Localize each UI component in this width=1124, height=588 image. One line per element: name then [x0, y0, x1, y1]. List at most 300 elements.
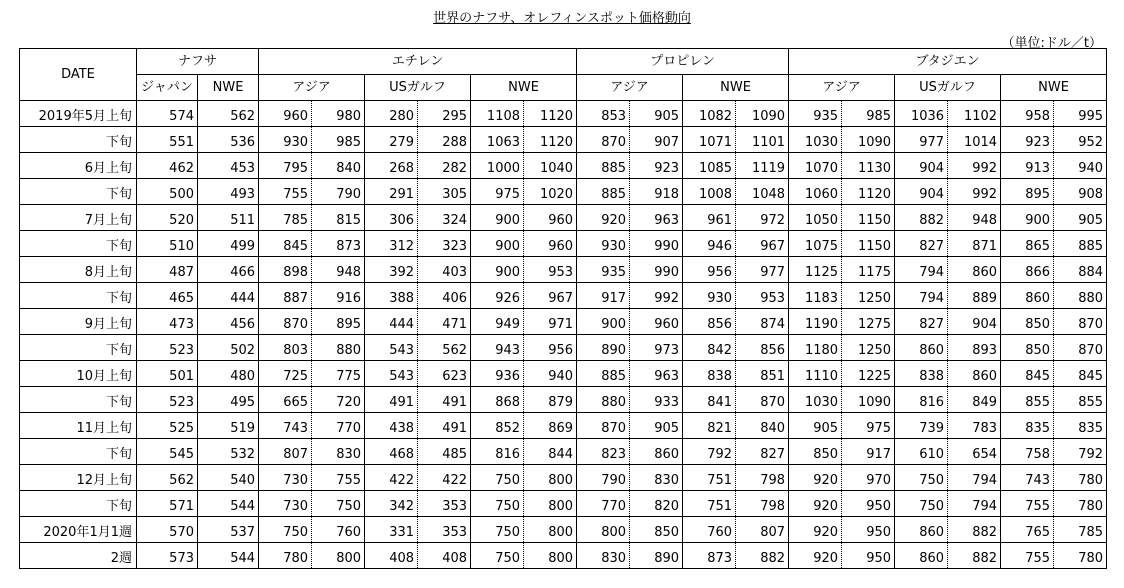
price-cell: 856: [683, 309, 736, 335]
price-cell: 920: [577, 205, 630, 231]
price-cell: 807: [259, 439, 312, 465]
price-cell: 1120: [524, 101, 577, 127]
price-cell: 1085: [683, 153, 736, 179]
price-cell: 816: [895, 387, 948, 413]
price-cell: 841: [683, 387, 736, 413]
price-cell: 844: [524, 439, 577, 465]
price-cell: 850: [1001, 309, 1054, 335]
price-cell: 885: [1054, 231, 1107, 257]
price-cell: 468: [365, 439, 418, 465]
price-cell: 785: [259, 205, 312, 231]
price-cell: 1090: [842, 387, 895, 413]
price-cell: 780: [1054, 465, 1107, 491]
sub-header-us-gulf: USガルフ: [895, 75, 1001, 101]
price-cell: 573: [137, 543, 198, 569]
price-cell: 288: [418, 127, 471, 153]
price-cell: 850: [789, 439, 842, 465]
price-cell: 820: [630, 491, 683, 517]
price-cell: 758: [1001, 439, 1054, 465]
price-cell: 840: [736, 413, 789, 439]
price-cell: 282: [418, 153, 471, 179]
price-cell: 1150: [842, 231, 895, 257]
price-cell: 870: [1054, 309, 1107, 335]
price-cell: 392: [365, 257, 418, 283]
table-row: [20, 413, 1107, 439]
price-cell: 473: [137, 309, 198, 335]
price-cell: 570: [137, 517, 198, 543]
row-date: 9月上旬: [20, 309, 137, 335]
price-cell: 1040: [524, 153, 577, 179]
price-cell: 480: [198, 361, 259, 387]
row-date: 11月上旬: [20, 413, 137, 439]
price-cell: 923: [630, 153, 683, 179]
price-cell: 422: [418, 465, 471, 491]
price-cell: 860: [948, 361, 1001, 387]
price-cell: 750: [895, 491, 948, 517]
price-cell: 963: [630, 361, 683, 387]
price-cell: 491: [418, 413, 471, 439]
price-cell: 923: [1001, 127, 1054, 153]
price-cell: 852: [471, 413, 524, 439]
table-row: [20, 257, 1107, 283]
price-table: [19, 48, 1107, 569]
price-cell: 1060: [789, 179, 842, 205]
price-cell: 750: [312, 491, 365, 517]
price-cell: 1250: [842, 335, 895, 361]
price-cell: 895: [1001, 179, 1054, 205]
price-cell: 544: [198, 543, 259, 569]
price-cell: 291: [365, 179, 418, 205]
price-cell: 869: [524, 413, 577, 439]
price-cell: 453: [198, 153, 259, 179]
price-cell: 935: [577, 257, 630, 283]
price-cell: 353: [418, 517, 471, 543]
price-cell: 540: [198, 465, 259, 491]
price-cell: 532: [198, 439, 259, 465]
price-cell: 985: [842, 101, 895, 127]
price-cell: 860: [895, 517, 948, 543]
price-cell: 755: [259, 179, 312, 205]
table-row: [20, 231, 1107, 257]
price-cell: 967: [524, 283, 577, 309]
price-cell: 750: [895, 465, 948, 491]
price-cell: 1036: [895, 101, 948, 127]
price-cell: 946: [683, 231, 736, 257]
price-cell: 905: [789, 413, 842, 439]
sub-header-asia: アジア: [259, 75, 365, 101]
price-cell: 973: [630, 335, 683, 361]
price-cell: 840: [312, 153, 365, 179]
price-cell: 279: [365, 127, 418, 153]
price-cell: 794: [948, 491, 1001, 517]
price-cell: 1102: [948, 101, 1001, 127]
price-cell: 953: [736, 283, 789, 309]
price-cell: 312: [365, 231, 418, 257]
price-cell: 940: [1054, 153, 1107, 179]
price-cell: 967: [736, 231, 789, 257]
price-cell: 853: [577, 101, 630, 127]
price-cell: 1090: [842, 127, 895, 153]
price-cell: 904: [895, 153, 948, 179]
price-cell: 930: [683, 283, 736, 309]
price-cell: 845: [259, 231, 312, 257]
group-header-naphtha: ナフサ: [137, 49, 259, 75]
price-cell: 933: [630, 387, 683, 413]
price-cell: 543: [365, 361, 418, 387]
price-cell: 750: [259, 517, 312, 543]
price-cell: 770: [577, 491, 630, 517]
row-date: 下旬: [20, 179, 137, 205]
price-cell: 887: [259, 283, 312, 309]
price-cell: 511: [198, 205, 259, 231]
price-cell: 562: [418, 335, 471, 361]
price-cell: 977: [895, 127, 948, 153]
price-cell: 487: [137, 257, 198, 283]
price-cell: 1071: [683, 127, 736, 153]
header-row-regions: [20, 75, 1107, 101]
price-cell: 868: [471, 387, 524, 413]
price-cell: 491: [365, 387, 418, 413]
price-cell: 882: [948, 543, 1001, 569]
price-cell: 900: [577, 309, 630, 335]
price-cell: 800: [524, 465, 577, 491]
price-cell: 963: [630, 205, 683, 231]
price-cell: 879: [524, 387, 577, 413]
price-cell: 845: [1054, 361, 1107, 387]
price-cell: 907: [630, 127, 683, 153]
sub-header-us-gulf: USガルフ: [365, 75, 471, 101]
price-cell: 1119: [736, 153, 789, 179]
price-cell: 889: [948, 283, 1001, 309]
row-date: 12月上旬: [20, 465, 137, 491]
price-cell: 493: [198, 179, 259, 205]
price-cell: 1250: [842, 283, 895, 309]
price-cell: 466: [198, 257, 259, 283]
price-cell: 838: [895, 361, 948, 387]
price-cell: 725: [259, 361, 312, 387]
price-cell: 1008: [683, 179, 736, 205]
price-cell: 890: [630, 543, 683, 569]
price-cell: 827: [895, 309, 948, 335]
table-row: [20, 387, 1107, 413]
row-date: 8月上旬: [20, 257, 137, 283]
price-cell: 860: [630, 439, 683, 465]
price-cell: 780: [1054, 543, 1107, 569]
table-row: [20, 283, 1107, 309]
row-date: 下旬: [20, 283, 137, 309]
price-cell: 838: [683, 361, 736, 387]
price-cell: 523: [137, 387, 198, 413]
table-row: [20, 491, 1107, 517]
price-cell: 1075: [789, 231, 842, 257]
price-cell: 860: [895, 335, 948, 361]
price-cell: 977: [736, 257, 789, 283]
price-cell: 491: [418, 387, 471, 413]
price-cell: 798: [736, 491, 789, 517]
price-cell: 353: [418, 491, 471, 517]
sub-header-nwe: NWE: [471, 75, 577, 101]
price-cell: 930: [259, 127, 312, 153]
price-cell: 885: [577, 179, 630, 205]
price-cell: 654: [948, 439, 1001, 465]
price-cell: 880: [1054, 283, 1107, 309]
price-cell: 525: [137, 413, 198, 439]
price-cell: 873: [312, 231, 365, 257]
price-cell: 408: [418, 543, 471, 569]
price-cell: 1150: [842, 205, 895, 231]
price-cell: 785: [1054, 517, 1107, 543]
price-cell: 953: [524, 257, 577, 283]
group-header-butadiene: ブタジエン: [789, 49, 1107, 75]
table-row: [20, 335, 1107, 361]
price-cell: 755: [1001, 543, 1054, 569]
price-cell: 1120: [842, 179, 895, 205]
price-cell: 1070: [789, 153, 842, 179]
price-cell: 961: [683, 205, 736, 231]
price-cell: 800: [524, 543, 577, 569]
price-cell: 295: [418, 101, 471, 127]
table-row: [20, 517, 1107, 543]
price-cell: 827: [895, 231, 948, 257]
price-cell: 574: [137, 101, 198, 127]
price-cell: 851: [736, 361, 789, 387]
price-cell: 1014: [948, 127, 1001, 153]
price-cell: 885: [577, 153, 630, 179]
price-cell: 444: [365, 309, 418, 335]
price-cell: 855: [1001, 387, 1054, 413]
sub-header-nwe: NWE: [683, 75, 789, 101]
price-cell: 871: [948, 231, 1001, 257]
price-cell: 1101: [736, 127, 789, 153]
price-cell: 893: [948, 335, 1001, 361]
price-cell: 960: [259, 101, 312, 127]
price-cell: 856: [736, 335, 789, 361]
price-cell: 960: [524, 205, 577, 231]
price-cell: 935: [789, 101, 842, 127]
price-cell: 880: [577, 387, 630, 413]
price-cell: 765: [1001, 517, 1054, 543]
price-cell: 444: [198, 283, 259, 309]
price-cell: 949: [471, 309, 524, 335]
price-cell: 755: [1001, 491, 1054, 517]
price-cell: 860: [1001, 283, 1054, 309]
table-row: [20, 543, 1107, 569]
row-date: 下旬: [20, 439, 137, 465]
price-cell: 900: [471, 205, 524, 231]
group-header-propylene: プロピレン: [577, 49, 789, 75]
price-cell: 850: [1001, 335, 1054, 361]
price-cell: 992: [948, 153, 1001, 179]
price-cell: 562: [137, 465, 198, 491]
price-cell: 523: [137, 335, 198, 361]
price-cell: 865: [1001, 231, 1054, 257]
price-cell: 502: [198, 335, 259, 361]
price-cell: 792: [1054, 439, 1107, 465]
price-cell: 730: [259, 465, 312, 491]
row-date: 2週: [20, 543, 137, 569]
price-cell: 500: [137, 179, 198, 205]
table-row: [20, 127, 1107, 153]
price-cell: 956: [683, 257, 736, 283]
row-date: 下旬: [20, 335, 137, 361]
price-cell: 913: [1001, 153, 1054, 179]
price-cell: 960: [630, 309, 683, 335]
price-cell: 990: [630, 257, 683, 283]
price-cell: 268: [365, 153, 418, 179]
price-cell: 830: [577, 543, 630, 569]
price-cell: 970: [842, 465, 895, 491]
price-cell: 743: [259, 413, 312, 439]
page-title-text: 世界のナフサ、オレフィンスポット価格動向: [433, 11, 691, 26]
price-cell: 610: [895, 439, 948, 465]
price-cell: 1190: [789, 309, 842, 335]
price-cell: 870: [736, 387, 789, 413]
price-cell: 403: [418, 257, 471, 283]
price-cell: 920: [789, 465, 842, 491]
price-cell: 975: [471, 179, 524, 205]
price-cell: 882: [895, 205, 948, 231]
price-cell: 870: [259, 309, 312, 335]
price-cell: 800: [577, 517, 630, 543]
price-cell: 936: [471, 361, 524, 387]
price-cell: 562: [198, 101, 259, 127]
price-cell: 1183: [789, 283, 842, 309]
price-cell: 545: [137, 439, 198, 465]
price-cell: 920: [789, 543, 842, 569]
price-cell: 992: [630, 283, 683, 309]
price-cell: 975: [842, 413, 895, 439]
price-cell: 501: [137, 361, 198, 387]
price-cell: 800: [524, 491, 577, 517]
table-row: [20, 309, 1107, 335]
price-cell: 950: [842, 517, 895, 543]
price-cell: 918: [630, 179, 683, 205]
price-cell: 306: [365, 205, 418, 231]
header-row-groups: [20, 49, 1107, 75]
price-cell: 948: [312, 257, 365, 283]
price-cell: 950: [842, 491, 895, 517]
price-cell: 794: [895, 283, 948, 309]
price-cell: 760: [312, 517, 365, 543]
price-cell: 800: [524, 517, 577, 543]
price-cell: 730: [259, 491, 312, 517]
price-cell: 952: [1054, 127, 1107, 153]
price-cell: 537: [198, 517, 259, 543]
sub-header-nwe: NWE: [1001, 75, 1107, 101]
price-cell: 462: [137, 153, 198, 179]
price-cell: 940: [524, 361, 577, 387]
price-cell: 499: [198, 231, 259, 257]
price-cell: 905: [630, 413, 683, 439]
row-date: 2020年1月1週: [20, 517, 137, 543]
price-cell: 456: [198, 309, 259, 335]
price-cell: 995: [1054, 101, 1107, 127]
price-cell: 1050: [789, 205, 842, 231]
price-cell: 855: [1054, 387, 1107, 413]
price-cell: 821: [683, 413, 736, 439]
price-cell: 790: [577, 465, 630, 491]
price-cell: 830: [630, 465, 683, 491]
price-cell: 750: [471, 465, 524, 491]
table-row: [20, 465, 1107, 491]
group-header-ethylene: エチレン: [259, 49, 577, 75]
price-cell: 780: [259, 543, 312, 569]
price-cell: 1120: [524, 127, 577, 153]
price-cell: 930: [577, 231, 630, 257]
price-cell: 794: [948, 465, 1001, 491]
price-cell: 880: [312, 335, 365, 361]
price-cell: 485: [418, 439, 471, 465]
price-cell: 849: [948, 387, 1001, 413]
price-cell: 958: [1001, 101, 1054, 127]
price-cell: 760: [683, 517, 736, 543]
price-cell: 904: [948, 309, 1001, 335]
price-cell: 495: [198, 387, 259, 413]
sub-header-japan: ジャパン: [137, 75, 198, 101]
price-cell: 1020: [524, 179, 577, 205]
row-date: 7月上旬: [20, 205, 137, 231]
price-cell: 324: [418, 205, 471, 231]
price-cell: 571: [137, 491, 198, 517]
row-date: 6月上旬: [20, 153, 137, 179]
price-cell: 885: [577, 361, 630, 387]
price-cell: 536: [198, 127, 259, 153]
price-table-body: [20, 101, 1107, 569]
price-cell: 408: [365, 543, 418, 569]
price-cell: 898: [259, 257, 312, 283]
price-cell: 743: [1001, 465, 1054, 491]
price-cell: 751: [683, 465, 736, 491]
row-date: 下旬: [20, 127, 137, 153]
price-cell: 1063: [471, 127, 524, 153]
price-cell: 775: [312, 361, 365, 387]
price-cell: 845: [1001, 361, 1054, 387]
row-date: 10月上旬: [20, 361, 137, 387]
price-cell: 908: [1054, 179, 1107, 205]
price-cell: 783: [948, 413, 1001, 439]
price-cell: 917: [577, 283, 630, 309]
price-cell: 551: [137, 127, 198, 153]
price-cell: 750: [471, 543, 524, 569]
row-date: 下旬: [20, 231, 137, 257]
price-cell: 900: [471, 231, 524, 257]
price-cell: 917: [842, 439, 895, 465]
price-cell: 900: [471, 257, 524, 283]
price-cell: 807: [736, 517, 789, 543]
price-cell: 980: [312, 101, 365, 127]
price-cell: 985: [312, 127, 365, 153]
price-cell: 950: [842, 543, 895, 569]
price-cell: 890: [577, 335, 630, 361]
price-cell: 1125: [789, 257, 842, 283]
price-cell: 948: [948, 205, 1001, 231]
price-cell: 943: [471, 335, 524, 361]
price-cell: 623: [418, 361, 471, 387]
price-cell: 1000: [471, 153, 524, 179]
price-cell: 1082: [683, 101, 736, 127]
price-cell: 816: [471, 439, 524, 465]
table-row: [20, 361, 1107, 387]
price-cell: 1108: [471, 101, 524, 127]
price-cell: 720: [312, 387, 365, 413]
price-cell: 422: [365, 465, 418, 491]
date-header: DATE: [20, 49, 137, 101]
price-cell: 543: [365, 335, 418, 361]
price-cell: 1275: [842, 309, 895, 335]
price-cell: 870: [1054, 335, 1107, 361]
price-cell: 800: [312, 543, 365, 569]
price-cell: 870: [577, 127, 630, 153]
